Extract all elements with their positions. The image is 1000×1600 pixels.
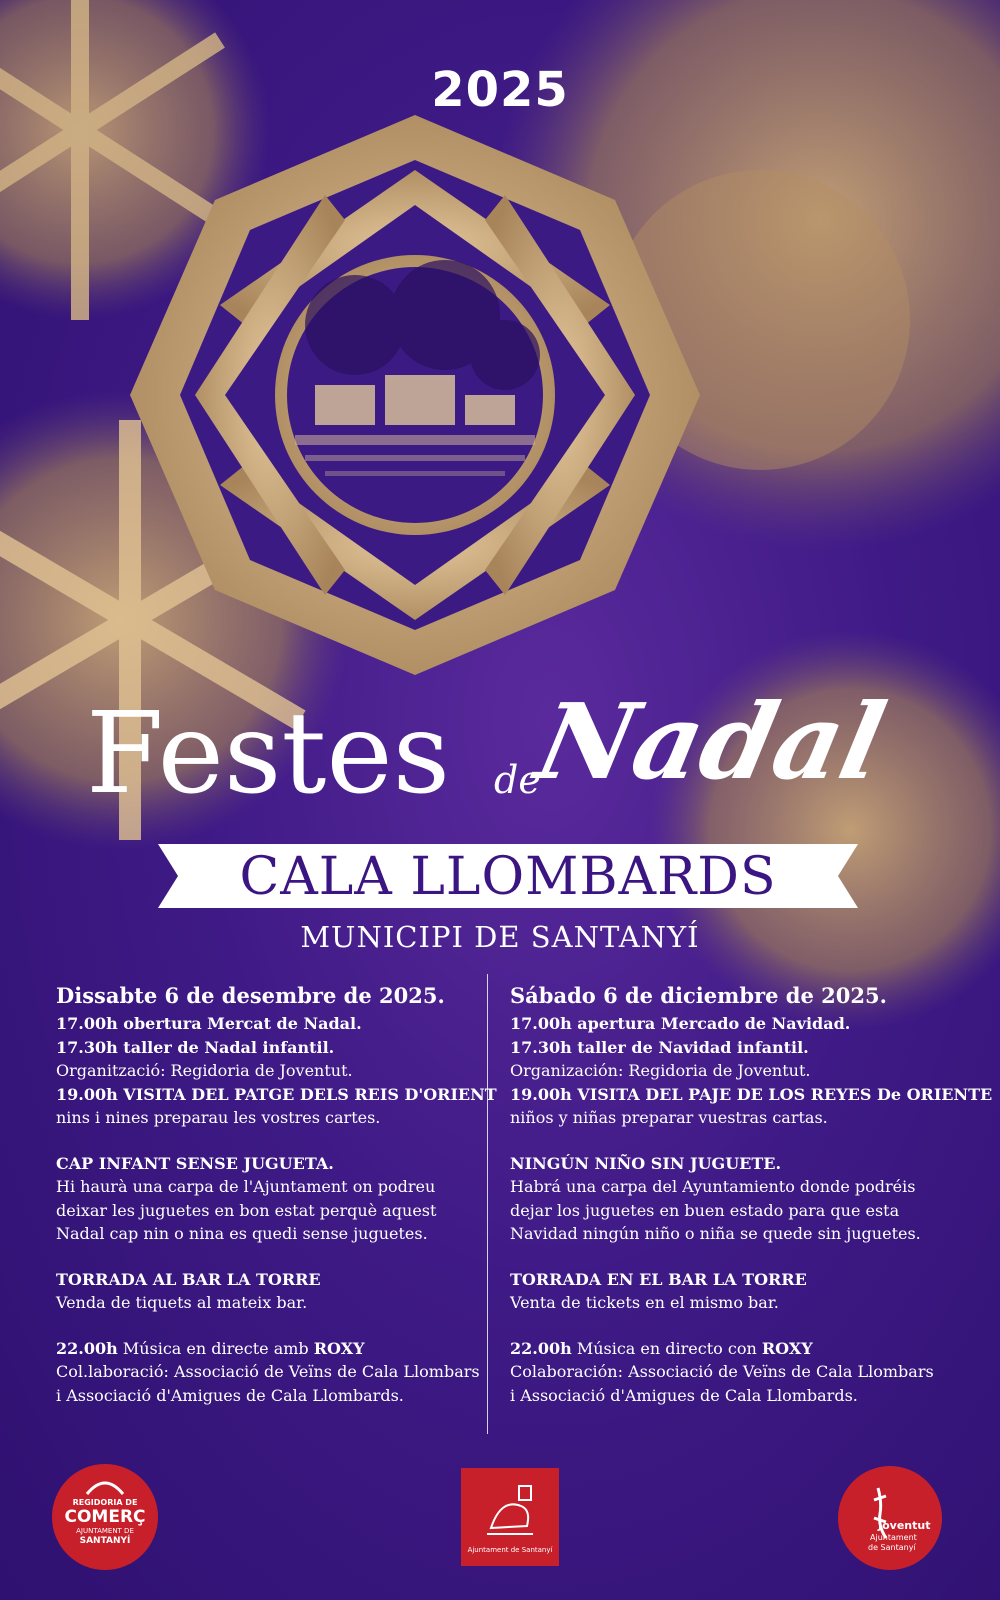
program-line: TORRADA AL BAR LA TORRE bbox=[56, 1269, 321, 1289]
program-spanish bbox=[510, 982, 993, 1407]
program-line: 17.30h taller de Navidad infantil. bbox=[510, 1037, 809, 1057]
program-line: CAP INFANT SENSE JUGUETA. bbox=[56, 1153, 334, 1173]
program-line: Hi haurà una carpa de l'Ajuntament on podreu bbox=[56, 1177, 436, 1196]
year-label: 2025 bbox=[431, 62, 569, 118]
logo-line-4: SANTANYÍ bbox=[79, 1536, 131, 1546]
program-date-heading: Dissabte 6 de desembre de 2025. bbox=[56, 983, 445, 1008]
program-line: deixar les juguetes en bon estat perquè aquest bbox=[56, 1200, 437, 1220]
program-line: Organització: Regidoria de Joventut. bbox=[56, 1061, 353, 1080]
program-line: TORRADA EN EL BAR LA TORRE bbox=[510, 1269, 807, 1289]
program-line: dejar los juguetes en buen estado para que esta bbox=[510, 1200, 900, 1220]
joventut-line-3: de Santanyí bbox=[868, 1543, 916, 1552]
program-catalan bbox=[56, 982, 496, 1407]
program-line bbox=[510, 1337, 960, 1361]
program-line: Col.laboració: Associació de Veïns de Cala Llombars bbox=[56, 1362, 480, 1381]
joventut-logo bbox=[838, 1466, 942, 1570]
program-line bbox=[56, 1337, 496, 1361]
logo-line-3: AJUNTAMENT DE bbox=[76, 1527, 134, 1535]
regidoria-comerc-logo bbox=[52, 1464, 158, 1570]
program-line: Navidad ningún niño o niña se quede sin juguetes. bbox=[510, 1224, 921, 1243]
title-festes: Festes bbox=[86, 689, 451, 819]
band-name: ROXY bbox=[313, 1338, 365, 1358]
ajuntament-santanyi-logo bbox=[461, 1468, 559, 1566]
music-text: Música en directe amb bbox=[117, 1338, 314, 1358]
program-line: nins i nines preparau les vostres cartes. bbox=[56, 1108, 381, 1127]
main-title bbox=[0, 680, 1000, 830]
ajuntament-label: Ajuntament de Santanyí bbox=[467, 1546, 553, 1554]
program-line: 17.00h obertura Mercat de Nadal. bbox=[56, 1014, 362, 1033]
logo-line-2: COMERÇ bbox=[64, 1507, 146, 1527]
music-text: Música en directo con bbox=[571, 1338, 762, 1358]
program-line: i Associació d'Amigues de Cala Llombards. bbox=[56, 1385, 404, 1405]
program-line: Nadal cap nin o nina es quedi sense juguetes. bbox=[56, 1224, 428, 1243]
program-line: Habrá una carpa del Ayuntamiento donde podréis bbox=[510, 1177, 916, 1196]
location-banner bbox=[158, 844, 858, 908]
program-line: Organización: Regidoria de Joventut. bbox=[510, 1061, 811, 1080]
program-line: Colaboración: Associació de Veïns de Cala Llombars bbox=[510, 1362, 934, 1381]
time-label: 22.00h bbox=[56, 1338, 118, 1358]
program-line: niños y niñas preparar vuestras cartas. bbox=[510, 1108, 828, 1127]
title-nadal: Nadal bbox=[527, 680, 896, 803]
program-line: Venta de tickets en el mismo bar. bbox=[510, 1293, 779, 1312]
band-name: ROXY bbox=[761, 1338, 813, 1358]
title-de: de bbox=[494, 758, 541, 802]
program-line: 17.30h taller de Nadal infantil. bbox=[56, 1037, 335, 1057]
program-line: Venda de tiquets al mateix bar. bbox=[56, 1293, 308, 1312]
lizard-icon bbox=[838, 1466, 942, 1570]
banner-text: CALA LLOMBARDS bbox=[239, 847, 777, 907]
logo-line-1: REGIDORIA DE bbox=[72, 1498, 138, 1507]
program-line: 19.00h VISITA DEL PAJE DE LOS REYES De ORIENTE bbox=[510, 1084, 993, 1104]
program-line: NINGÚN NIÑO SIN JUGUETE. bbox=[510, 1153, 782, 1173]
program-line: 19.00h VISITA DEL PATGE DELS REIS D'ORIENT bbox=[56, 1084, 497, 1104]
municipality-label: MUNICIPI DE SANTANYÍ bbox=[300, 920, 700, 954]
joventut-line-2: Ajuntament bbox=[870, 1533, 917, 1542]
time-label: 22.00h bbox=[510, 1338, 572, 1358]
joventut-label: Joventut bbox=[878, 1519, 931, 1532]
program-line: 17.00h apertura Mercado de Navidad. bbox=[510, 1014, 851, 1033]
program-date-heading: Sábado 6 de diciembre de 2025. bbox=[510, 983, 887, 1008]
program-line: i Associació d'Amigues de Cala Llombards. bbox=[510, 1385, 858, 1405]
